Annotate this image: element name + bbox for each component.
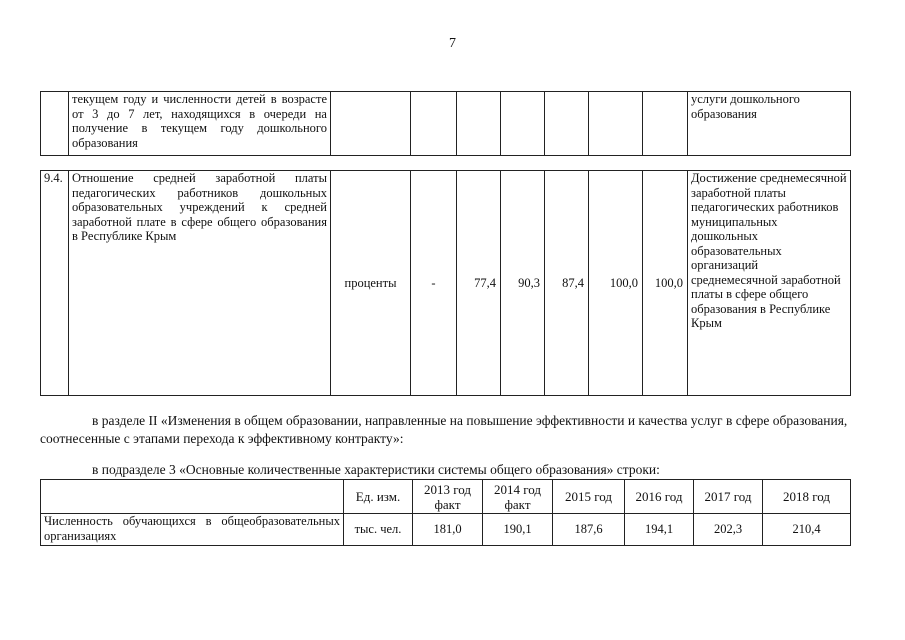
row-label: Численность обучающихся в общеобразовательных организациях [41, 514, 344, 546]
value-cell: 100,0 [643, 171, 688, 396]
header-year-2013: 2013 год факт [413, 480, 483, 514]
header-row [41, 480, 851, 514]
paragraph-section-2 [40, 412, 855, 448]
continuation-table [40, 91, 851, 156]
unit-cell: тыс. чел. [344, 514, 413, 546]
result-cell: услуги дошкольного образования [688, 92, 851, 156]
header-year-2014: 2014 год факт [483, 480, 553, 514]
value-cell [457, 92, 501, 156]
paragraph-subsection-3: в подразделе 3 «Основные количественные характеристики системы общего образования» строки: [92, 462, 660, 477]
result-cell: Достижение среднемесячной заработной платы педагогических работников муниципальных дошкольных образовательных организаций среднемесячной заработной платы в сфере общего образования в Республике Крым [688, 171, 851, 396]
number-cell: 9.4. [41, 171, 69, 396]
value-cell [545, 92, 589, 156]
value-cell [501, 92, 545, 156]
value-cell: 77,4 [457, 171, 501, 396]
page-number: 7 [449, 36, 456, 51]
header-year-2017: 2017 год [694, 480, 763, 514]
value-cell [589, 92, 643, 156]
header-unit: Ед. изм. [344, 480, 413, 514]
value-cell [411, 92, 457, 156]
indicator-table [40, 170, 851, 396]
table-row [41, 514, 851, 546]
unit-cell [331, 92, 411, 156]
header-year-2018: 2018 год [763, 480, 851, 514]
paragraph-line: в разделе II «Изменения в общем образовании, направленные на повышение эффективности и качества услуг в сфере образования, [92, 413, 848, 428]
value-cell: 181,0 [413, 514, 483, 546]
value-cell: 202,3 [694, 514, 763, 546]
value-cell: - [411, 171, 457, 396]
value-cell: 90,3 [501, 171, 545, 396]
indicator-cell: Отношение средней заработной платы педагогических работников дошкольных образовательных учреждений к средней заработной плате в сфере общего образования в Республике Крым [69, 171, 331, 396]
table-row [41, 171, 851, 396]
unit-cell: проценты [331, 171, 411, 396]
number-cell [41, 92, 69, 156]
header-empty-cell [41, 480, 344, 514]
statistics-table [40, 479, 851, 546]
indicator-cell: текущем году и численности детей в возрасте от 3 до 7 лет, находящихся в очереди на получение в текущем году дошкольного образования [69, 92, 331, 156]
value-cell: 210,4 [763, 514, 851, 546]
value-cell: 100,0 [589, 171, 643, 396]
header-year-2015: 2015 год [553, 480, 625, 514]
header-year-2016: 2016 год [625, 480, 694, 514]
paragraph-line: соотнесенные с этапами перехода к эффективному контракту»: [40, 431, 404, 446]
table-row [41, 92, 851, 156]
value-cell: 194,1 [625, 514, 694, 546]
value-cell [643, 92, 688, 156]
value-cell: 190,1 [483, 514, 553, 546]
value-cell: 87,4 [545, 171, 589, 396]
value-cell: 187,6 [553, 514, 625, 546]
